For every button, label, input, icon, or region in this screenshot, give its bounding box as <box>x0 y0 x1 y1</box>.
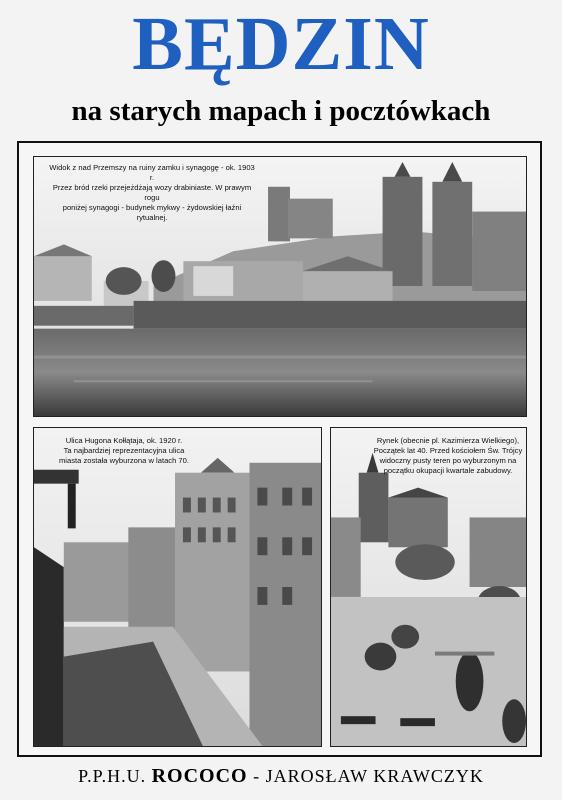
cover-subtitle: na starych mapach i pocztówkach <box>71 95 491 127</box>
kollataja-street-image <box>34 428 321 746</box>
publisher-brand: ROCOCO <box>151 765 248 787</box>
cover-title: BĘDZIN <box>132 2 430 86</box>
footer-separator: - <box>253 766 261 786</box>
author-name: JAROSŁAW KRAWCZYK <box>265 766 484 786</box>
photo-kollataja-street <box>33 427 322 747</box>
caption-market-square: Rynek (obecnie pl. Kazimierza Wielkiego), Początek lat 40. Przed kościołem Św. Trójcy widoczny pusty teren po wyburzonym na początku okupacji kwartale zabudowy. <box>373 436 523 475</box>
photo-frame <box>17 141 542 757</box>
photo-river-castle <box>33 156 527 417</box>
photo-market-square <box>330 427 527 747</box>
caption-kollataja-street: Ulica Hugona Kołłątaja, ok. 1920 r. Ta najbardziej reprezentacyjna ulica miasta została wyburzona w latach 70. <box>58 436 189 465</box>
publisher-prefix: P.P.H.U. <box>78 766 147 786</box>
publisher-footer <box>0 765 562 787</box>
caption-river-castle: Widok z nad Przemszy na ruiny zamku i synagogę - ok. 1903 r. Przez bród rzeki przejeżdżają wozy drabiniaste. W prawym rogu poniżej synagogi - budynek mykwy - żydowskiej łaźni rytualnej. <box>49 163 255 222</box>
